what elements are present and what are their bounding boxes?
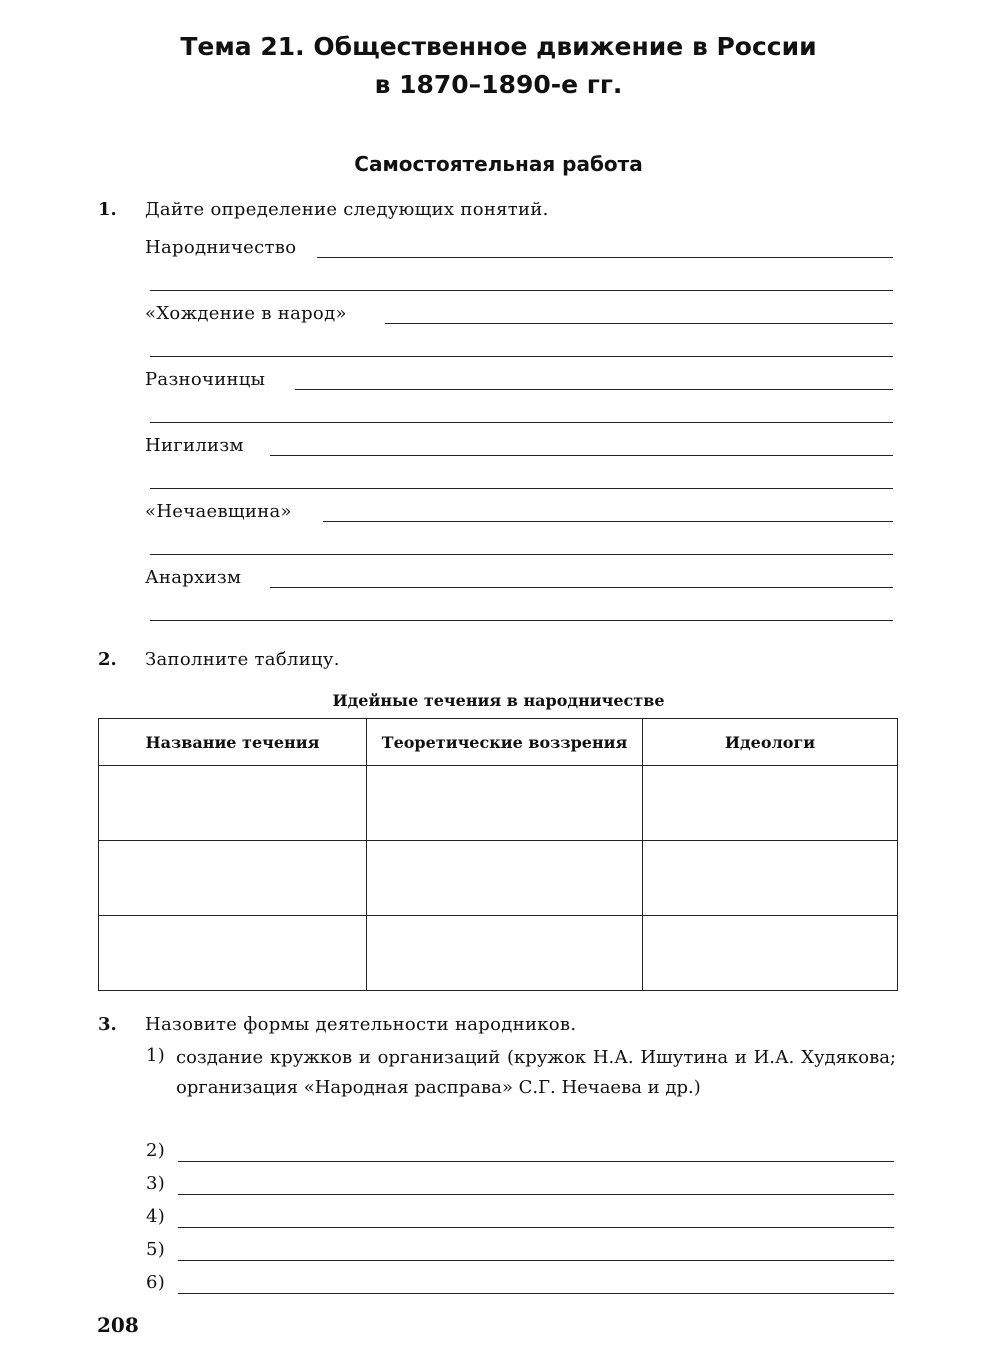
task3-prompt: Назовите формы деятельности народников.	[145, 1014, 577, 1035]
table-header: Теоретические воззрения	[367, 719, 643, 766]
table-cell[interactable]	[99, 766, 367, 841]
term-label: «Хождение в народ»	[145, 303, 347, 324]
answer-line[interactable]	[385, 323, 893, 324]
answer-line[interactable]	[323, 521, 893, 522]
table-row	[99, 841, 898, 916]
table-header: Название течения	[99, 719, 367, 766]
table-cell[interactable]	[99, 841, 367, 916]
page-title: Тема 21. Общественное движение в России	[180, 32, 817, 61]
table-cell[interactable]	[367, 841, 643, 916]
answer-line[interactable]	[150, 488, 893, 489]
table-row	[99, 916, 898, 991]
table-caption: Идейные течения в народничестве	[332, 691, 665, 710]
answer-line[interactable]	[150, 554, 893, 555]
table-cell[interactable]	[367, 766, 643, 841]
item1-text: создание кружков и организаций (кружок Н.А. Ишутина и И.А. Худякова; организация «Народная расправа» С.Г. Нечаева и др.)	[176, 1047, 896, 1098]
term-label: Анархизм	[145, 567, 242, 588]
item-number: 4)	[146, 1206, 166, 1227]
answer-line[interactable]	[150, 290, 893, 291]
task2-prompt: Заполните таблицу.	[145, 649, 340, 670]
table-cell[interactable]	[643, 841, 898, 916]
term-label: Нигилизм	[145, 435, 244, 456]
item1-number: 1)	[146, 1045, 166, 1066]
item-number: 6)	[146, 1272, 166, 1293]
answer-line[interactable]	[178, 1161, 894, 1162]
task2-number: 2.	[98, 649, 117, 670]
term-label: Народничество	[145, 237, 297, 258]
answer-line[interactable]	[150, 422, 893, 423]
movements-table	[98, 718, 898, 991]
term-label: Разночинцы	[145, 369, 266, 390]
answer-line[interactable]	[295, 389, 893, 390]
answer-line[interactable]	[178, 1293, 894, 1294]
page-number: 208	[97, 1313, 139, 1337]
table-cell[interactable]	[643, 916, 898, 991]
task3-number: 3.	[98, 1014, 117, 1035]
term-label: «Нечаевщина»	[145, 501, 292, 522]
answer-line[interactable]	[150, 356, 893, 357]
section-heading: Самостоятельная работа	[354, 152, 643, 176]
answer-line[interactable]	[178, 1227, 894, 1228]
task1-number: 1.	[98, 199, 117, 220]
answer-line[interactable]	[270, 455, 893, 456]
page-title-line2: в 1870–1890-е гг.	[374, 70, 623, 99]
answer-line[interactable]	[150, 620, 893, 621]
answer-line[interactable]	[317, 257, 893, 258]
task1-prompt: Дайте определение следующих понятий.	[145, 199, 549, 220]
answer-line[interactable]	[178, 1260, 894, 1261]
answer-line[interactable]	[178, 1194, 894, 1195]
table-row	[99, 766, 898, 841]
answer-line[interactable]	[270, 587, 893, 588]
table-cell[interactable]	[367, 916, 643, 991]
table-header: Идеологи	[643, 719, 898, 766]
item-number: 2)	[146, 1140, 166, 1161]
table-cell[interactable]	[99, 916, 367, 991]
table-cell[interactable]	[643, 766, 898, 841]
item-number: 5)	[146, 1239, 166, 1260]
item-number: 3)	[146, 1173, 166, 1194]
